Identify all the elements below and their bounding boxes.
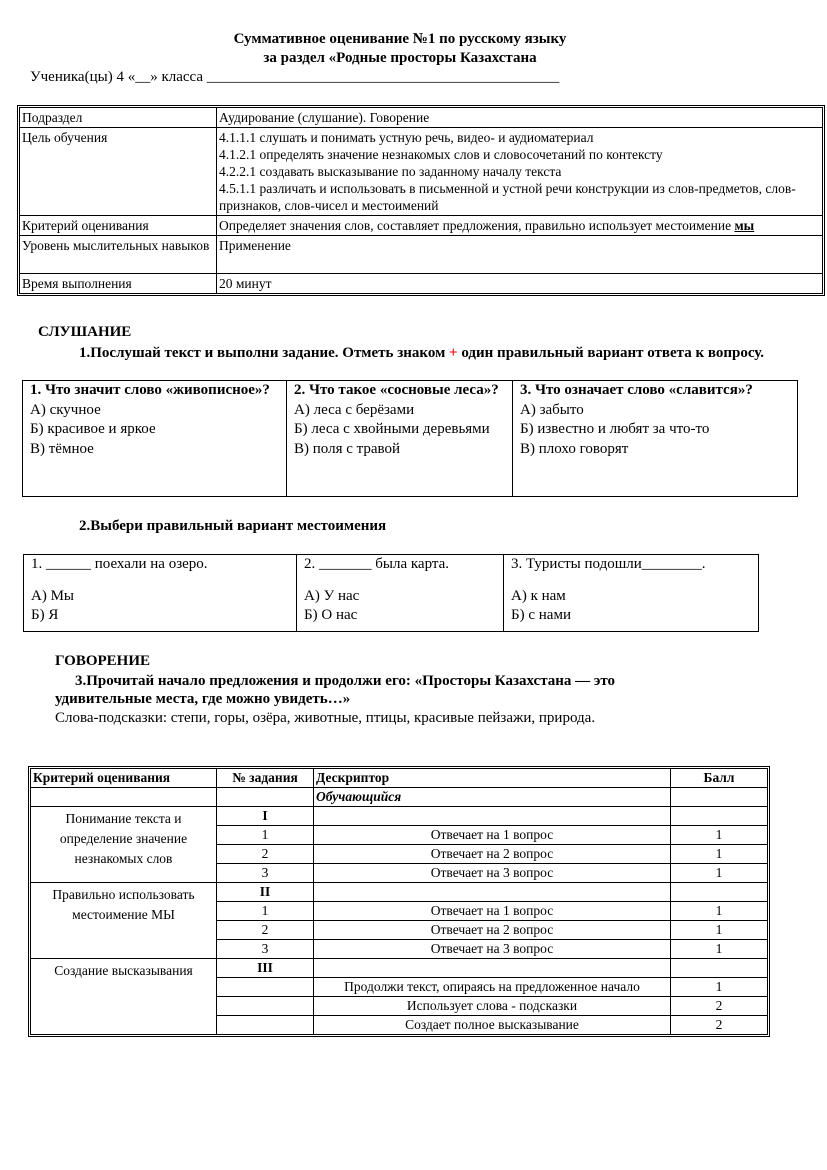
row-number: 2 [217, 845, 314, 864]
speaking-heading: ГОВОРЕНИЕ [55, 653, 151, 669]
pronoun-cell: 2. _______ была карта. А) У нас Б) О нас [297, 555, 504, 632]
row-number: 1 [217, 902, 314, 921]
info-label-subsection: Подраздел [20, 108, 217, 128]
criterion-cell: Правильно использовать местоимение МЫ [31, 883, 217, 959]
answer-option: Б) О нас [304, 607, 358, 623]
answer-option: А) скучное [30, 401, 101, 418]
info-value-goal [217, 128, 823, 216]
descriptor: Отвечает на 1 вопрос [314, 826, 671, 845]
answer-option: А) леса с берёзами [294, 401, 415, 418]
score: 1 [671, 921, 768, 940]
pronoun-cell: 3. Туристы подошли________. А) к нам Б) с нами [504, 555, 759, 632]
info-label-goal: Цель обучения [20, 128, 217, 216]
goal-line: 4.1.1.1 слушать и понимать устную речь, видео- и аудиоматериал [219, 130, 594, 145]
row-number: 3 [217, 864, 314, 883]
answer-option: Б) леса с хвойными деревьями [294, 421, 490, 437]
answer-option: В) плохо говорят [520, 440, 629, 457]
plus-sign: + [449, 345, 458, 361]
task-number: II [217, 883, 314, 902]
pronoun-emphasis: мы [734, 218, 755, 233]
criterion-cell: Понимание текста и определение значение незнакомых слов [31, 807, 217, 883]
goal-line: 4.1.2.1 определять значение незнакомых слов и словосочетаний по контексту [219, 147, 663, 162]
row-number [217, 978, 314, 997]
descriptor: Отвечает на 2 вопрос [314, 921, 671, 940]
answer-option: А) забыто [520, 401, 584, 418]
answer-option: Б) известно и любят за что-то [520, 421, 710, 437]
document-title-line1: Суммативное оценивание №1 по русскому языку [233, 31, 567, 47]
row-number: 1 [217, 826, 314, 845]
score: 1 [671, 826, 768, 845]
info-value-level: Применение [217, 236, 823, 274]
task3-instruction: 3.Прочитай начало предложения и продолжи его: «Просторы Казахстана — это удивительные места, где можно увидеть…» [55, 673, 616, 707]
task-number: III [217, 959, 314, 978]
score: 2 [671, 1016, 768, 1035]
info-label-criterion: Критерий оценивания [20, 216, 217, 236]
descriptor: Отвечает на 1 вопрос [314, 902, 671, 921]
info-value-time: 20 минут [217, 274, 823, 294]
answer-option: Б) красивое и яркое [30, 421, 156, 437]
question-cell: 2. Что такое «сосновые леса»? А) леса с берёзами Б) леса с хвойными деревьями В) поля с травой [287, 381, 513, 497]
row-number [217, 1016, 314, 1035]
info-label-time: Время выполнения [20, 274, 217, 294]
document-title-line2: за раздел «Родные просторы Казахстана [263, 50, 537, 66]
goal-line: 4.2.2.1 создавать высказывание по заданному началу текста [219, 164, 562, 179]
row-number [217, 997, 314, 1016]
criterion-cell: Создание высказывания [31, 959, 217, 1035]
task1-instruction: 1.Послушай текст и выполни задание. Отметь знаком + один правильный вариант ответа к вопросу. [79, 345, 765, 361]
header-task-number: № задания [217, 769, 314, 788]
task2-instruction: 2.Выбери правильный вариант местоимения [79, 518, 387, 534]
descriptor: Продолжи текст, опираясь на предложенное начало [314, 978, 671, 997]
pronoun-cell: 1. ______ поехали на озеро. А) Мы Б) Я [24, 555, 297, 632]
question-cell: 3. Что означает слово «славится»? А) забыто Б) известно и любят за что-то В) плохо говорят [513, 381, 798, 497]
answer-option: В) тёмное [30, 440, 94, 457]
answer-option: В) поля с травой [294, 440, 401, 457]
answer-option: А) Мы [31, 587, 74, 604]
learner-subheader: Обучающийся [314, 788, 671, 807]
listening-questions-table [22, 380, 798, 497]
question-cell: 1. Что значит слово «живописное»? А) скучное Б) красивое и яркое В) тёмное [23, 381, 287, 497]
info-label-level: Уровень мыслительных навыков [20, 236, 217, 274]
descriptor: Создает полное высказывание [314, 1016, 671, 1035]
criteria-table [28, 766, 770, 1037]
descriptor: Отвечает на 3 вопрос [314, 940, 671, 959]
student-line: Ученика(цы) 4 «__» класса _______________________________________________ [30, 69, 560, 85]
score: 1 [671, 940, 768, 959]
row-number: 2 [217, 921, 314, 940]
descriptor: Отвечает на 3 вопрос [314, 864, 671, 883]
header-descriptor: Дескриптор [314, 769, 671, 788]
descriptor: Использует слова - подсказки [314, 997, 671, 1016]
info-value-criterion: Определяет значения слов, составляет предложения, правильно использует местоимение мы [217, 216, 823, 236]
info-table [17, 105, 825, 296]
answer-option: Б) Я [31, 607, 59, 623]
row-number: 3 [217, 940, 314, 959]
header-score: Балл [671, 769, 768, 788]
score: 1 [671, 845, 768, 864]
listening-heading: СЛУШАНИЕ [38, 324, 132, 340]
answer-option: А) У нас [304, 587, 360, 604]
score: 1 [671, 978, 768, 997]
goal-line: 4.5.1.1 различать и использовать в письменной и устной речи конструкции из слов-предметов, слов-признаков, слов-чисел и местоимений [219, 181, 796, 213]
pronoun-table [23, 554, 759, 632]
score: 2 [671, 997, 768, 1016]
descriptor: Отвечает на 2 вопрос [314, 845, 671, 864]
header-criterion: Критерий оценивания [31, 769, 217, 788]
answer-option: Б) с нами [511, 607, 571, 623]
task-number: I [217, 807, 314, 826]
score: 1 [671, 902, 768, 921]
score: 1 [671, 864, 768, 883]
answer-option: А) к нам [511, 587, 566, 604]
info-value-subsection: Аудирование (слушание). Говорение [217, 108, 823, 128]
hint-words: Слова-подсказки: степи, горы, озёра, животные, птицы, красивые пейзажи, природа. [55, 710, 596, 726]
